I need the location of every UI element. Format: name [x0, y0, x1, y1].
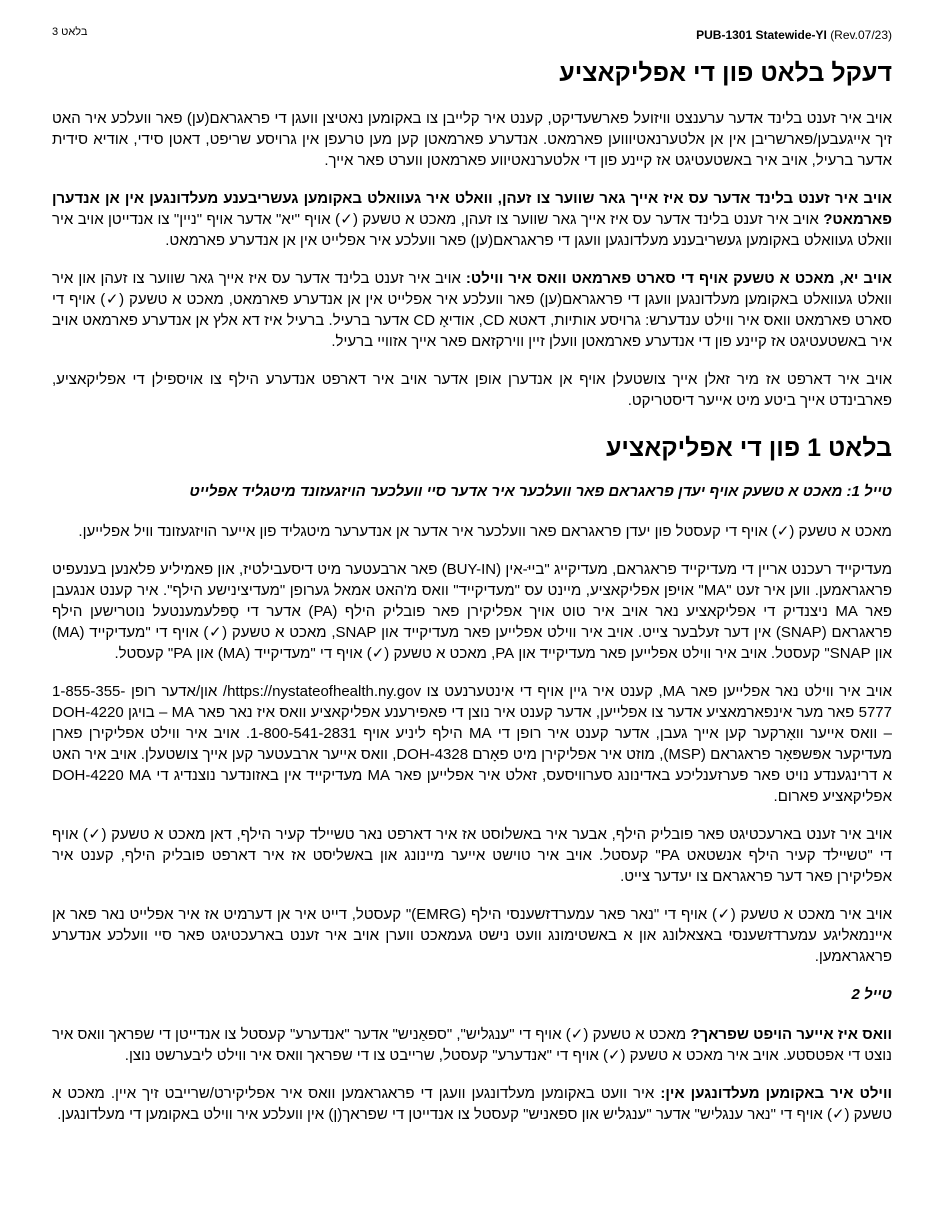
cover-p3-bold: אויב יא, מאכט א טשעק אויף די סארט פארמאט וואס איר ווילט:	[465, 270, 892, 287]
part1-paragraph-1: מאכט א טשעק (✓) אויף די קעסטל פון יעדן פראגראם פאר וועלכער איר אדער אן אנדערער מיטגליד פון אייער הויזגעזונד וויל אפלייען.	[78, 523, 892, 540]
part2-p1-text: מאכט א טשעק (✓) אויף די "ענגליש", "ספאַניש" אדער "אנדערע" קעסטל צו אנדייטן די שפראך וואס איר נוצט די אפטסטע. אויב איר מאכט א טשעק (✓) אויף די "אנדערע" קעסטל, שרייבט צו די שפראך וואס איר ווילט ליבערשט נוצן.	[52, 1026, 892, 1064]
cover-p2-text: אויב איר זענט בלינד אדער עס איז אייך גאר שווער צו זעהן, מאכט א טשעק (✓) אויף "יא" אדער אויף "ניין" צו אנדייטן אויב איר וואלט געוואלט באקומען געשריבענע מעלדונגען וועגן די פראגראם(ען) פאר וועלכע איר אפלייט אין אן אנדערע פארמאט.	[52, 211, 892, 249]
cover-page-title: דעקל בלאט פון די אפליקאציע	[559, 59, 892, 87]
page1-title: בלאט 1 פון די אפליקאציע	[605, 434, 892, 462]
part1-heading: טייל 1: מאכט א טשעק אויף יעדן פראגראם פאר וועלכער איר אדער סיי וועלכער הויזגעזונד מיטגליד אפלייט	[189, 483, 892, 500]
part2-p2-text: איר וועט באקומען מעלדונגען וועגן די פראגראמען וואס איר אפליקירט/שרייבט זיך איין. מאכט א טשעק (✓) אויף די "נאר ענגליש" אדער "ענגליש און ספאניש" קעסטל צו אנדייטן די שפראך(ן) אין וועלכע איר ווילט באקומען די מעלדונגען.	[52, 1085, 892, 1123]
part1-paragraph-5: אויב איר מאכט א טשעק (✓) אויף די "נאר פאר עמערדזשענסי הילף (EMRG)" קעסטל, דייט איר אן דערמיט אז איר אפלייט נאר פאר אן איינמאליגע עמערדזשענסי באצאלונג און א באשטימונג וועט נישט געמאכט ווערן אויב איר זענט בארעכטיגט פאר סיי וועלכע אנדערע פראגראמען.	[52, 906, 892, 965]
part2-p1-bold: וואס איז אייער הויפט שפראך?	[690, 1026, 892, 1043]
cover-paragraph-4: אויב איר דארפט אז מיר זאלן אייך צושטעלן אויף אן אנדערן אופן אדער אויב איר דארפט אנדערע הילף צו אויספילן די אפליקאציע, פארבינדט אייך ביטע מיט אייער דיסטריקט.	[52, 371, 892, 409]
cover-paragraph-3	[52, 268, 892, 352]
publication-id: PUB-1301 Statewide-YI	[696, 28, 827, 42]
cover-paragraph-2	[52, 188, 892, 251]
part1-paragraph-3: אויב איר ווילט נאר אפלייען פאר MA, קענט איר גיין אויף די אינטערנעט צו https://nystateofhealth.ny.gov/ און/אדער רופן 1-855-355-5777 פאר מער אינפארמאציע אדער צו אפלייען, אדער קענט איר נוצן די פאפירענע אפליקאציע וואס איז נאר פאר MA – בויגן DOH-4220 – וואס אייער וואָרקער קען אייך געבן, אדער קענט איר רופן די MA הילף ליניע אויף 1-800-541-2831. אויב איר ווילט אפליקירן פארן מעדיקער אפּשפּאָר פראגראם (MSP), מוזט איר אפליקירן מיט פאָרם DOH-4328, וואס אייער ארבעטער קען אייך צושטעלן. אויב איר האט א דרינגענדע נויט פאר פערזענליכע באדינונג סערוויסעס, זאלט איר אפלייען פאר MA מעדיקייד אין באזונדער נוצנדיג די DOH-4220 MA אפליקאציע פארום.	[52, 683, 892, 805]
document-body	[52, 58, 892, 1142]
cover-paragraph-1: אויב איר זענט בלינד אדער ערענצט וויזועל פארשעדיקט, קענט איר קלייבן צו באקומען נאטיצן וועגן די פראגראם(ען) פאר וועלכע איר האט זיך אייגעבען/פארשריבן אין אן אלטערנאטיוווען פארמאט. אנדערע פארמאטן קען מען טרעפן אין גרויסע שריפט, דאטן סידי, אודיא סידית אדער ברעיל, אויב איר באשטעטיגט אז קיינע פון די אלטערנאטיווע פארמאטן ווערט פאר אייך.	[52, 110, 892, 169]
page-number: בלאט 3	[52, 26, 88, 38]
cover-p2-bold: אויב איר זענט בלינד אדער עס איז אייך גאר שווער צו זעהן, וואלט איר געוואלט באקומען געשריבענע מעלדונגען אין אן אנדערן פארמאט?	[52, 190, 892, 228]
publication-code	[696, 28, 892, 42]
cover-p3-text: אויב איר זענט בלינד אדער עס איז אייך גאר שווער צו זעהן און איר וואלט געוואלט באקומען מעלדונגען וועגן די פראגראם(ען) פאר וועלכע איר אפלייט אין אן אנדערע פארמאט, מאכט א טשעק (✓) אויף די סארט פארמאט וואס איר ווילט ענדערש: גרויסע אותיות, דאטא CD, אודיאָ CD אדער ברעיל. ברעיל איז דא אלץ אן אנדערע פארמאט אויב איר באשטעטיגט אז קיינע פון די אנדערע פארמאטן וועלן זיין ווירקזאם פאר אייך אזוויי ברעיל.	[52, 270, 892, 350]
part2-paragraph-1	[52, 1024, 892, 1066]
part2-paragraph-2	[52, 1083, 892, 1125]
part1-paragraph-2: מעדיקייד רעכנט אריין די מעדיקייד פראגראם, מעדיקייג "בייּ-אין (BUY-IN) פאר ארבעטער מיט דיסעבילטיז, און פאמיליע פלאנען בענעפיט פראגראמען. ווען איר זעט "MA" אויפן אפליקאציע, מיינט עס "מעדיקייד" וואס מ'האט אמאל גערופן "מעדיצינישע הילף". איר קענט אנגעבן פאר MA ניצנדיק די אפליקאציע נאר אויב איר טוט אויך אפליקירן פאר פובליק הילף (PA) אדער די סָפּלעמענטעל נוטרישען הילף פראגראם (SNAP) אין דער זעלבער צייט. אויב איר ווילט אפלייען פאר מעדיקייד און SNAP, מאכט א טשעק (✓) אויף די "מעדיקייד (MA) און SNAP" קעסטל. אויב איר ווילט אפלייען פאר מעדיקייד און PA, מאכט א טשעק (✓) אויף די "מעדיקייד (MA) און PA" קעסטל.	[52, 561, 893, 662]
part2-heading: טייל 2	[851, 986, 892, 1003]
revision-date: (Rev.07/23)	[830, 28, 892, 42]
part1-paragraph-4: אויב איר זענט בארעכטיגט פאר פובליק הילף, אבער איר באשלוסט אז איר דארפט נאר טשיילד קעיר הילף, דאן מאכט א טשעק (✓) אויף די "טשיילד קעיר הילף אנשטאט PA" קעסטל. אויב איר טוישט אייער מיינונג און באשליסט אז איר דארפט פובליק הילף, קענט איר אפליקירן פאר דער פראגראם צו יעדער צייט.	[52, 826, 892, 885]
part2-p2-bold: ווילט איר באקומען מעלדונגען אין:	[660, 1085, 892, 1102]
